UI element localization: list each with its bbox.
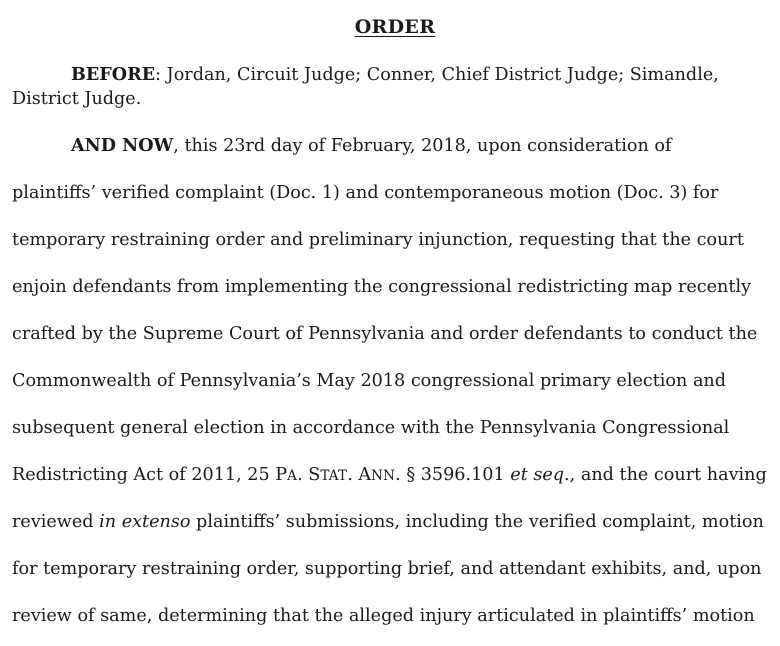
- body-line-2: plaintiffs’ verified complaint (Doc. 1) and contemporaneous motion (Doc. 3) for: [12, 183, 719, 203]
- and-now-lead: AND NOW: [71, 135, 174, 156]
- body-line-4: enjoin defendants from implementing the congressional redistricting map recently: [12, 277, 752, 297]
- order-heading: ORDER: [354, 16, 436, 38]
- stat-s: S: [308, 465, 321, 485]
- before-line-2: District Judge.: [12, 89, 142, 109]
- body-line-9: [12, 511, 764, 533]
- ann-rest: NN: [371, 468, 396, 484]
- before-label: BEFORE: [71, 64, 156, 85]
- statute-section: . § 3596.101: [395, 465, 511, 485]
- et-seq: et seq.: [510, 465, 570, 485]
- body-line-8: [12, 464, 767, 487]
- body-line-5: crafted by the Supreme Court of Pennsylvania and order defendants to conduct the: [12, 324, 758, 344]
- pa-p: P: [275, 465, 288, 485]
- body-line-1: [71, 135, 672, 157]
- body-line-11: review of same, determining that the alleged injury articulated in plaintiffs’ motion: [12, 606, 755, 626]
- body-line-6: Commonwealth of Pennsylvania’s May 2018 congressional primary election and: [12, 371, 727, 391]
- statute-sep-2: .: [347, 465, 359, 485]
- pa-rest: A: [287, 468, 298, 484]
- statute-sep-1: .: [297, 465, 309, 485]
- stat-rest: TAT: [320, 468, 348, 484]
- reviewed-suffix: plaintiffs’ submissions, including the verified complaint, motion: [190, 512, 764, 532]
- body-line-10: for temporary restraining order, supporting brief, and attendant exhibits, and, upon: [12, 559, 762, 579]
- in-extenso: in extenso: [99, 512, 191, 532]
- before-line-1: [71, 64, 719, 86]
- statute-prefix: Redistricting Act of 2011, 25: [12, 465, 276, 485]
- body-line-7: subsequent general election in accordance with the Pennsylvania Congressional: [12, 418, 730, 438]
- ann-a: A: [358, 465, 372, 485]
- body-line-3: temporary restraining order and preliminary injunction, requesting that the court: [12, 230, 744, 250]
- statute-suffix: , and the court having: [569, 465, 767, 485]
- body-line-1-text: , this 23rd day of February, 2018, upon consideration of: [173, 136, 672, 156]
- before-judges: : Jordan, Circuit Judge; Conner, Chief District Judge; Simandle,: [155, 65, 719, 85]
- reviewed-prefix: reviewed: [12, 512, 100, 532]
